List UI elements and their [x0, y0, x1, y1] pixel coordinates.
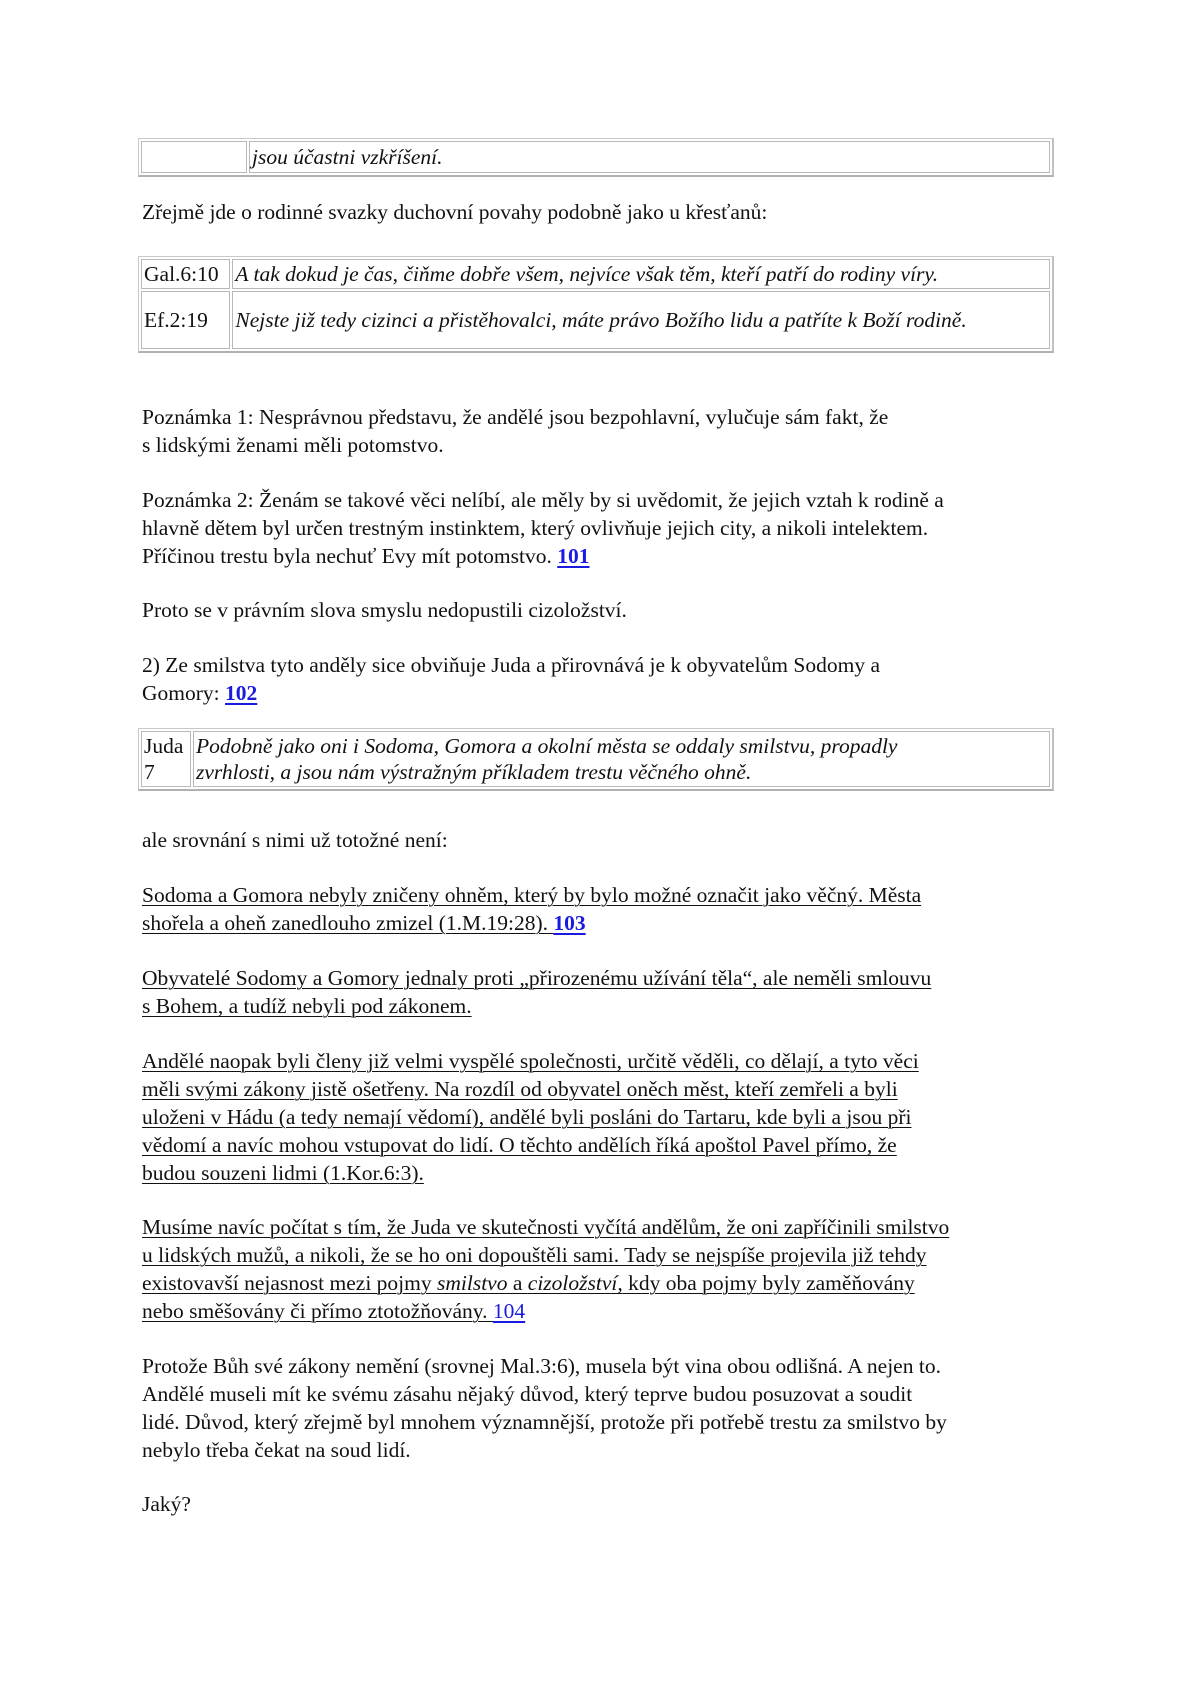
- paragraph-sodoma: [142, 881, 1062, 937]
- verse-text-cell: [193, 731, 1050, 787]
- text-line: Musíme navíc počítat s tím, že Juda ve skutečnosti vyčítá andělům, že oni zapříčinili smilstvo: [142, 1215, 950, 1239]
- text-line: [142, 1269, 1062, 1297]
- text-line: Podobně jako oni i Sodoma, Gomora a okolní města se oddaly smilstvu, propadly: [196, 734, 898, 758]
- paragraph-musime: [142, 1213, 1062, 1325]
- paragraph-andele: [142, 1047, 1062, 1187]
- verse-table-juda: [138, 728, 1054, 791]
- paragraph-note2: [142, 486, 1062, 570]
- text-line: 2) Ze smilstva tyto anděly sice obviňuje Juda a přirovnává je k obyvatelům Sodomy a: [142, 653, 881, 677]
- text-span: kdy oba pojmy byly zaměňovány: [622, 1271, 915, 1295]
- text-line: 7: [144, 760, 155, 784]
- paragraph-note1: [142, 403, 1062, 459]
- text-line: s Bohem, a tudíž nebyli pod zákonem.: [142, 994, 472, 1018]
- text-line: nebylo třeba čekat na soud lidí.: [142, 1438, 411, 1462]
- text-span: nebo směšovány či přímo ztotožňovány.: [142, 1299, 488, 1323]
- text-line: [142, 909, 1062, 937]
- verse-ref-cell: Gal.6:10: [141, 259, 230, 289]
- paragraph-2: [142, 651, 1062, 707]
- text-line: zvrhlosti, a jsou nám výstražným příkladem trestu věčného ohně.: [196, 760, 752, 784]
- text-line: Andělé naopak byli členy již velmi vyspělé společnosti, určitě věděli, co dělají, a tyto věci: [142, 1049, 919, 1073]
- text-line: Juda: [144, 734, 184, 758]
- text-line: Poznámka 2: Ženám se takové věci nelíbí, ale měly by si uvědomit, že jejich vztah k rodině a: [142, 488, 944, 512]
- paragraph-intro: Zřejmě jde o rodinné svazky duchovní povahy podobně jako u křesťanů:: [142, 200, 768, 224]
- text-line: Protože Bůh své zákony nemění (srovnej Mal.3:6), musela být vina obou odlišná. A nejen to.: [142, 1354, 941, 1378]
- text-span: a: [507, 1271, 528, 1295]
- term-smilstvo: smilstvo: [437, 1271, 508, 1295]
- text-line: hlavně dětem byl určen trestným instinktem, který ovlivňuje jejich city, a nikoli intelektem.: [142, 516, 929, 540]
- verse-text-cell: A tak dokud je čas, čiňme dobře všem, nejvíce však těm, kteří patří do rodiny víry.: [232, 259, 1050, 289]
- text-line: měli svými zákony jistě ošetřeny. Na rozdíl od obyvatel oněch měst, kteří zemřeli a byli: [142, 1077, 898, 1101]
- text-line: Obyvatelé Sodomy a Gomory jednaly proti „přirozenému užívání těla“, ale neměli smlouvu: [142, 966, 932, 990]
- text-span: existovavší nejasnost mezi pojmy: [142, 1271, 437, 1295]
- text-line: budou souzeni lidmi (1.Kor.6:3).: [142, 1161, 424, 1185]
- text-span: Příčinou trestu byla nechuť Evy mít potomstvo.: [142, 544, 552, 568]
- footnote-link-103[interactable]: 103: [553, 911, 586, 935]
- table-row: [141, 291, 1050, 349]
- footnote-link-104[interactable]: 104: [492, 1299, 526, 1323]
- text-line: Sodoma a Gomora nebyly zničeny ohněm, který by bylo možné označit jako věčný. Města: [142, 883, 922, 907]
- paragraph-proto: Proto se v právním slova smyslu nedopustili cizoložství.: [142, 598, 627, 622]
- verse-text-cell: Nejste již tedy cizinci a přistěhovalci, máte právo Božího lidu a patříte k Boží rodině.: [232, 291, 1050, 349]
- table-row: [141, 141, 1050, 173]
- text-line: [142, 679, 1062, 707]
- paragraph-jaky: Jaký?: [142, 1492, 191, 1516]
- text-line: Andělé museli mít ke svému zásahu nějaký důvod, který teprve budou posuzovat a soudit: [142, 1382, 913, 1406]
- verse-table-top: [138, 138, 1054, 177]
- text-span: shořela a oheň zanedlouho zmizel (1.M.19:28).: [142, 911, 548, 935]
- text-line: Poznámka 1: Nesprávnou představu, že andělé jsou bezpohlavní, vylučuje sám fakt, že: [142, 405, 889, 429]
- paragraph-obyvatele: [142, 964, 1062, 1020]
- term-cizolozstvi: cizoložství,: [527, 1271, 623, 1295]
- verse-table-family: [138, 256, 1054, 353]
- paragraph-protoze: [142, 1352, 1062, 1464]
- text-span: Gomory:: [142, 681, 220, 705]
- text-line: uloženi v Hádu (a tedy nemají vědomí), andělé byli posláni do Tartaru, kde byli a jsou při: [142, 1105, 912, 1129]
- verse-ref-cell: Ef.2:19: [141, 291, 230, 349]
- verse-text-cell: jsou účastni vzkříšení.: [249, 141, 1050, 173]
- table-row: [141, 259, 1050, 289]
- text-line: s lidskými ženami měli potomstvo.: [142, 433, 444, 457]
- text-line: vědomí a navíc mohou vstupovat do lidí. O těchto andělích říká apoštol Pavel přímo, že: [142, 1133, 897, 1157]
- footnote-link-101[interactable]: 101: [557, 544, 590, 568]
- verse-ref-cell: [141, 141, 247, 173]
- text-line: u lidských mužů, a nikoli, že se ho oni dopouštěli sami. Tady se nejspíše projevila již tehdy: [142, 1243, 927, 1267]
- footnote-link-102[interactable]: 102: [225, 681, 258, 705]
- paragraph-ale: ale srovnání s nimi už totožné není:: [142, 828, 448, 852]
- verse-ref-cell: [141, 731, 191, 787]
- text-line: [142, 1297, 1062, 1325]
- text-line: lidé. Důvod, který zřejmě byl mnohem významnější, protože při potřebě trestu za smilstvo by: [142, 1410, 947, 1434]
- text-line: [142, 542, 1062, 570]
- table-row: [141, 731, 1050, 787]
